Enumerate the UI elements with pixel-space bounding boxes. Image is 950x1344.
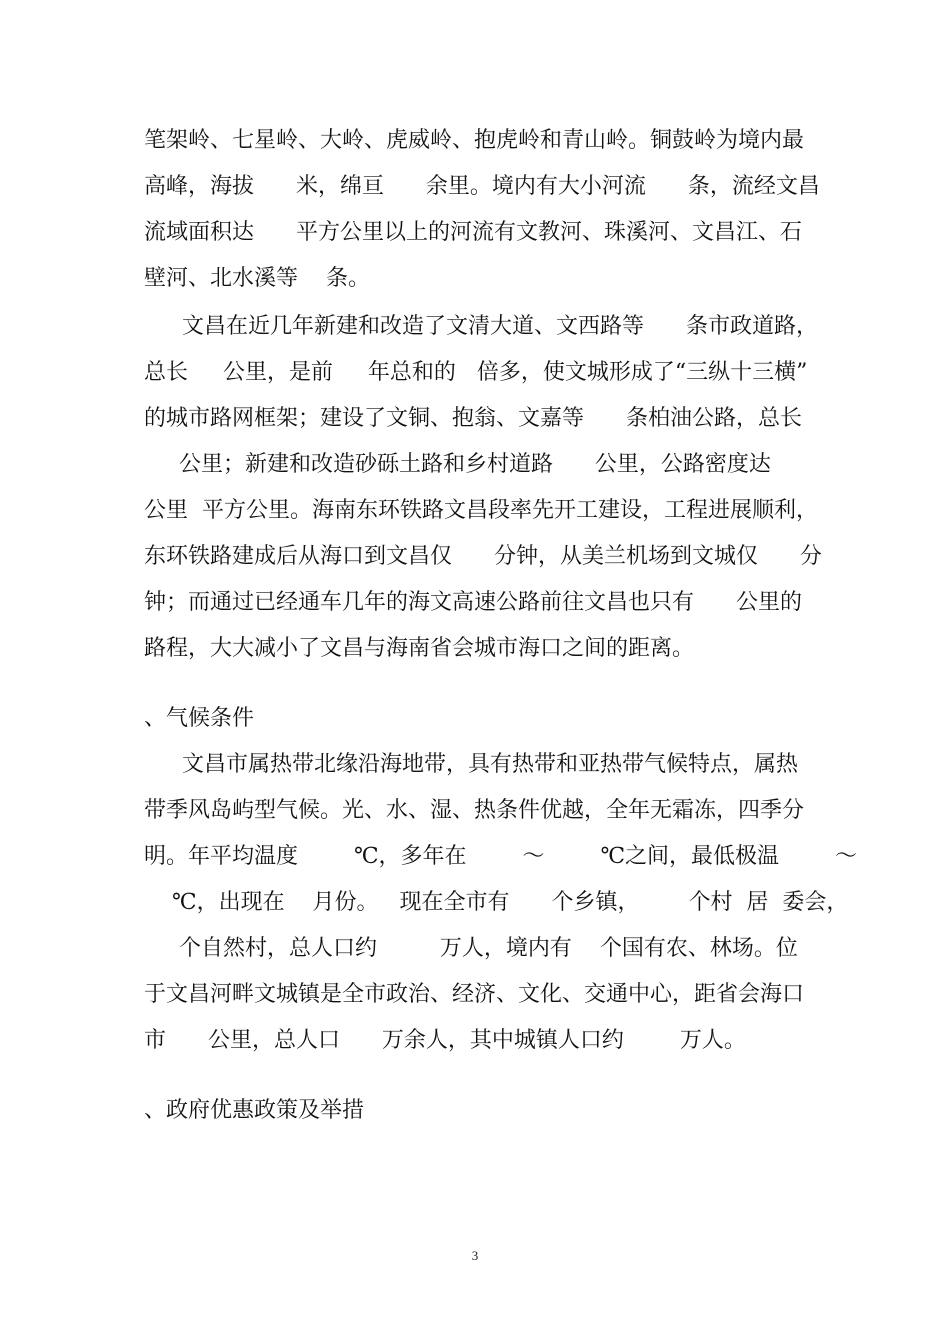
paragraph-line: 公里；新建和改造砂砾土路和乡村道路 公里，公路密度达 xyxy=(144,452,771,477)
paragraph-line: 钟；而通过已经通车几年的海文高速公路前往文昌也只有 公里的 xyxy=(144,590,802,615)
paragraph-line: 高峰，海拔 米，绵亘 余里。境内有大小河流 条，流经文昌 xyxy=(144,174,820,199)
paragraph-line: 于文昌河畔文城镇是全市政治、经济、文化、交通中心，距省会海口 xyxy=(144,982,805,1007)
paragraph-line: 文昌市属热带北缘沿海地带，具有热带和亚热带气候特点，属热 xyxy=(168,752,798,777)
paragraph-line: ℃，出现在 月份。 现在全市有 个乡镇， 个村 居 委会， xyxy=(144,890,849,915)
paragraph-line: 笔架岭、七星岭、大岭、虎威岭、抱虎岭和青山岭。铜鼓岭为境内最 xyxy=(144,128,805,153)
paragraph-line: 总长 公里，是前 年总和的 倍多，使文城形成了“三纵十三横” xyxy=(144,360,808,385)
paragraph-line: 流域面积达 平方公里以上的河流有文教河、珠溪河、文昌江、石 xyxy=(144,220,802,245)
paragraph-line: 的城市路网框架；建设了文铜、抱翁、文嘉等 条柏油公路，总长 xyxy=(144,406,802,431)
paragraph-line: 个自然村，总人口约 万人，境内有 个国有农、林场。位 xyxy=(144,936,798,961)
page-number: 3 xyxy=(471,1248,479,1263)
paragraph-line: 壁河、北水溪等 条。 xyxy=(144,266,370,291)
paragraph-line: 文昌在近几年新建和改造了文清大道、文西路等 条市政道路， xyxy=(168,314,818,339)
paragraph-line: 带季风岛屿型气候。光、水、湿、热条件优越，全年无霜冻，四季分 xyxy=(144,798,805,823)
paragraph-line: 公里 平方公里。海南东环铁路文昌段率先开工建设，工程进展顺利， xyxy=(144,498,818,523)
section-heading: 、气候条件 xyxy=(144,706,255,731)
paragraph-line: 路程，大大减小了文昌与海南省会城市海口之间的距离。 xyxy=(144,636,695,661)
paragraph-line: 明。年平均温度 ℃，多年在 ～ ℃之间，最低极温 ～ xyxy=(144,844,858,869)
section-heading: 、政府优惠政策及举措 xyxy=(144,1098,365,1123)
paragraph-line: 市 公里，总人口 万余人，其中城镇人口约 万人。 xyxy=(144,1028,746,1053)
paragraph-line: 东环铁路建成后从海口到文昌仅 分钟，从美兰机场到文城仅 分 xyxy=(144,544,822,569)
